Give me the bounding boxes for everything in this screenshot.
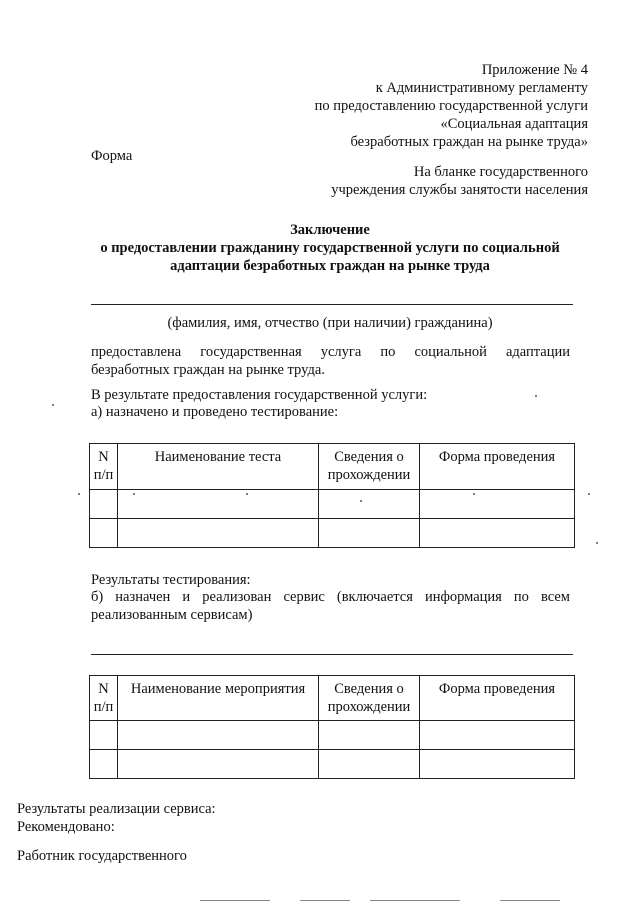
scan-speck <box>588 493 590 495</box>
item-a-testing: а) назначено и проведено тестирование: <box>91 404 339 420</box>
column-header: N п/п <box>90 444 118 490</box>
scan-speck <box>360 500 362 502</box>
scan-speck <box>473 493 475 495</box>
column-header: N п/п <box>90 676 118 721</box>
appendix-header <box>315 61 588 151</box>
appendix-line: «Социальная адаптация <box>440 116 588 132</box>
table-cell <box>118 490 319 519</box>
table-cell <box>90 519 118 548</box>
table-cell <box>319 750 420 779</box>
scan-edge <box>300 900 350 901</box>
appendix-line: Приложение № 4 <box>481 62 588 78</box>
service-provided-paragraph <box>91 343 570 379</box>
table-row <box>90 721 575 750</box>
table-cell <box>90 721 118 750</box>
testing-table <box>89 443 575 548</box>
column-header: Сведения о прохождении <box>319 676 420 721</box>
table-header-row <box>90 444 575 490</box>
table-cell <box>420 519 575 548</box>
column-header: Наименование теста <box>118 444 319 490</box>
worker-label: Работник государственного <box>17 848 187 864</box>
table-cell <box>319 721 420 750</box>
paragraph-line: предоставлена государственная услуга по социальной адаптации <box>91 344 570 360</box>
scan-speck <box>52 404 54 406</box>
table-row <box>90 750 575 779</box>
table-cell <box>319 519 420 548</box>
column-header: Форма проведения <box>420 676 575 721</box>
blank-line: учреждения службы занятости населения <box>331 182 588 198</box>
scan-speck <box>78 493 80 495</box>
column-header: Наименование мероприятия <box>118 676 319 721</box>
testing-results: Результаты тестирования: <box>91 572 251 588</box>
recommended: Рекомендовано: <box>17 819 115 835</box>
blank-line: На бланке государственного <box>413 164 588 180</box>
form-label: Форма <box>91 148 133 164</box>
table-cell <box>420 721 575 750</box>
table-cell <box>118 721 319 750</box>
scan-edge <box>500 900 560 901</box>
paragraph-line: безработных граждан на рынке труда. <box>91 362 325 378</box>
table-cell <box>420 490 575 519</box>
paragraph-line: реализованным сервисам) <box>91 607 253 623</box>
table-cell <box>420 750 575 779</box>
table-cell <box>90 490 118 519</box>
appendix-line: по предоставлению государственной услуги <box>314 98 588 114</box>
scan-speck <box>246 493 248 495</box>
service-info-line <box>91 654 573 655</box>
document-subtitle-line2: адаптации безработных граждан на рынке труда <box>170 258 490 274</box>
scan-edge <box>370 900 460 901</box>
citizen-name-caption: (фамилия, имя, отчество (при наличии) гражданина) <box>167 315 493 331</box>
citizen-name-line <box>91 304 573 305</box>
column-header: Форма проведения <box>420 444 575 490</box>
document-title: Заключение <box>290 222 370 238</box>
table-header-row <box>90 676 575 721</box>
document-subtitle-line1: о предоставлении гражданину государственной услуги по социальной <box>100 240 560 256</box>
table-cell <box>90 750 118 779</box>
appendix-line: безработных граждан на рынке труда» <box>350 134 588 150</box>
scan-speck <box>596 542 598 544</box>
blank-note <box>331 163 588 199</box>
result-intro: В результате предоставления государственной услуги: <box>91 387 428 403</box>
item-b-service <box>91 588 570 624</box>
column-header: Сведения о прохождении <box>319 444 420 490</box>
table-row <box>90 490 575 519</box>
scan-speck <box>133 493 135 495</box>
paragraph-line: б) назначен и реализован сервис (включается информация по всем <box>91 589 570 605</box>
service-table <box>89 675 575 779</box>
table-cell <box>118 519 319 548</box>
scan-edge <box>200 900 270 901</box>
table-cell <box>319 490 420 519</box>
appendix-line: к Административному регламенту <box>375 80 588 96</box>
scan-speck <box>535 395 537 397</box>
table-row <box>90 519 575 548</box>
table-cell <box>118 750 319 779</box>
service-results: Результаты реализации сервиса: <box>17 801 216 817</box>
